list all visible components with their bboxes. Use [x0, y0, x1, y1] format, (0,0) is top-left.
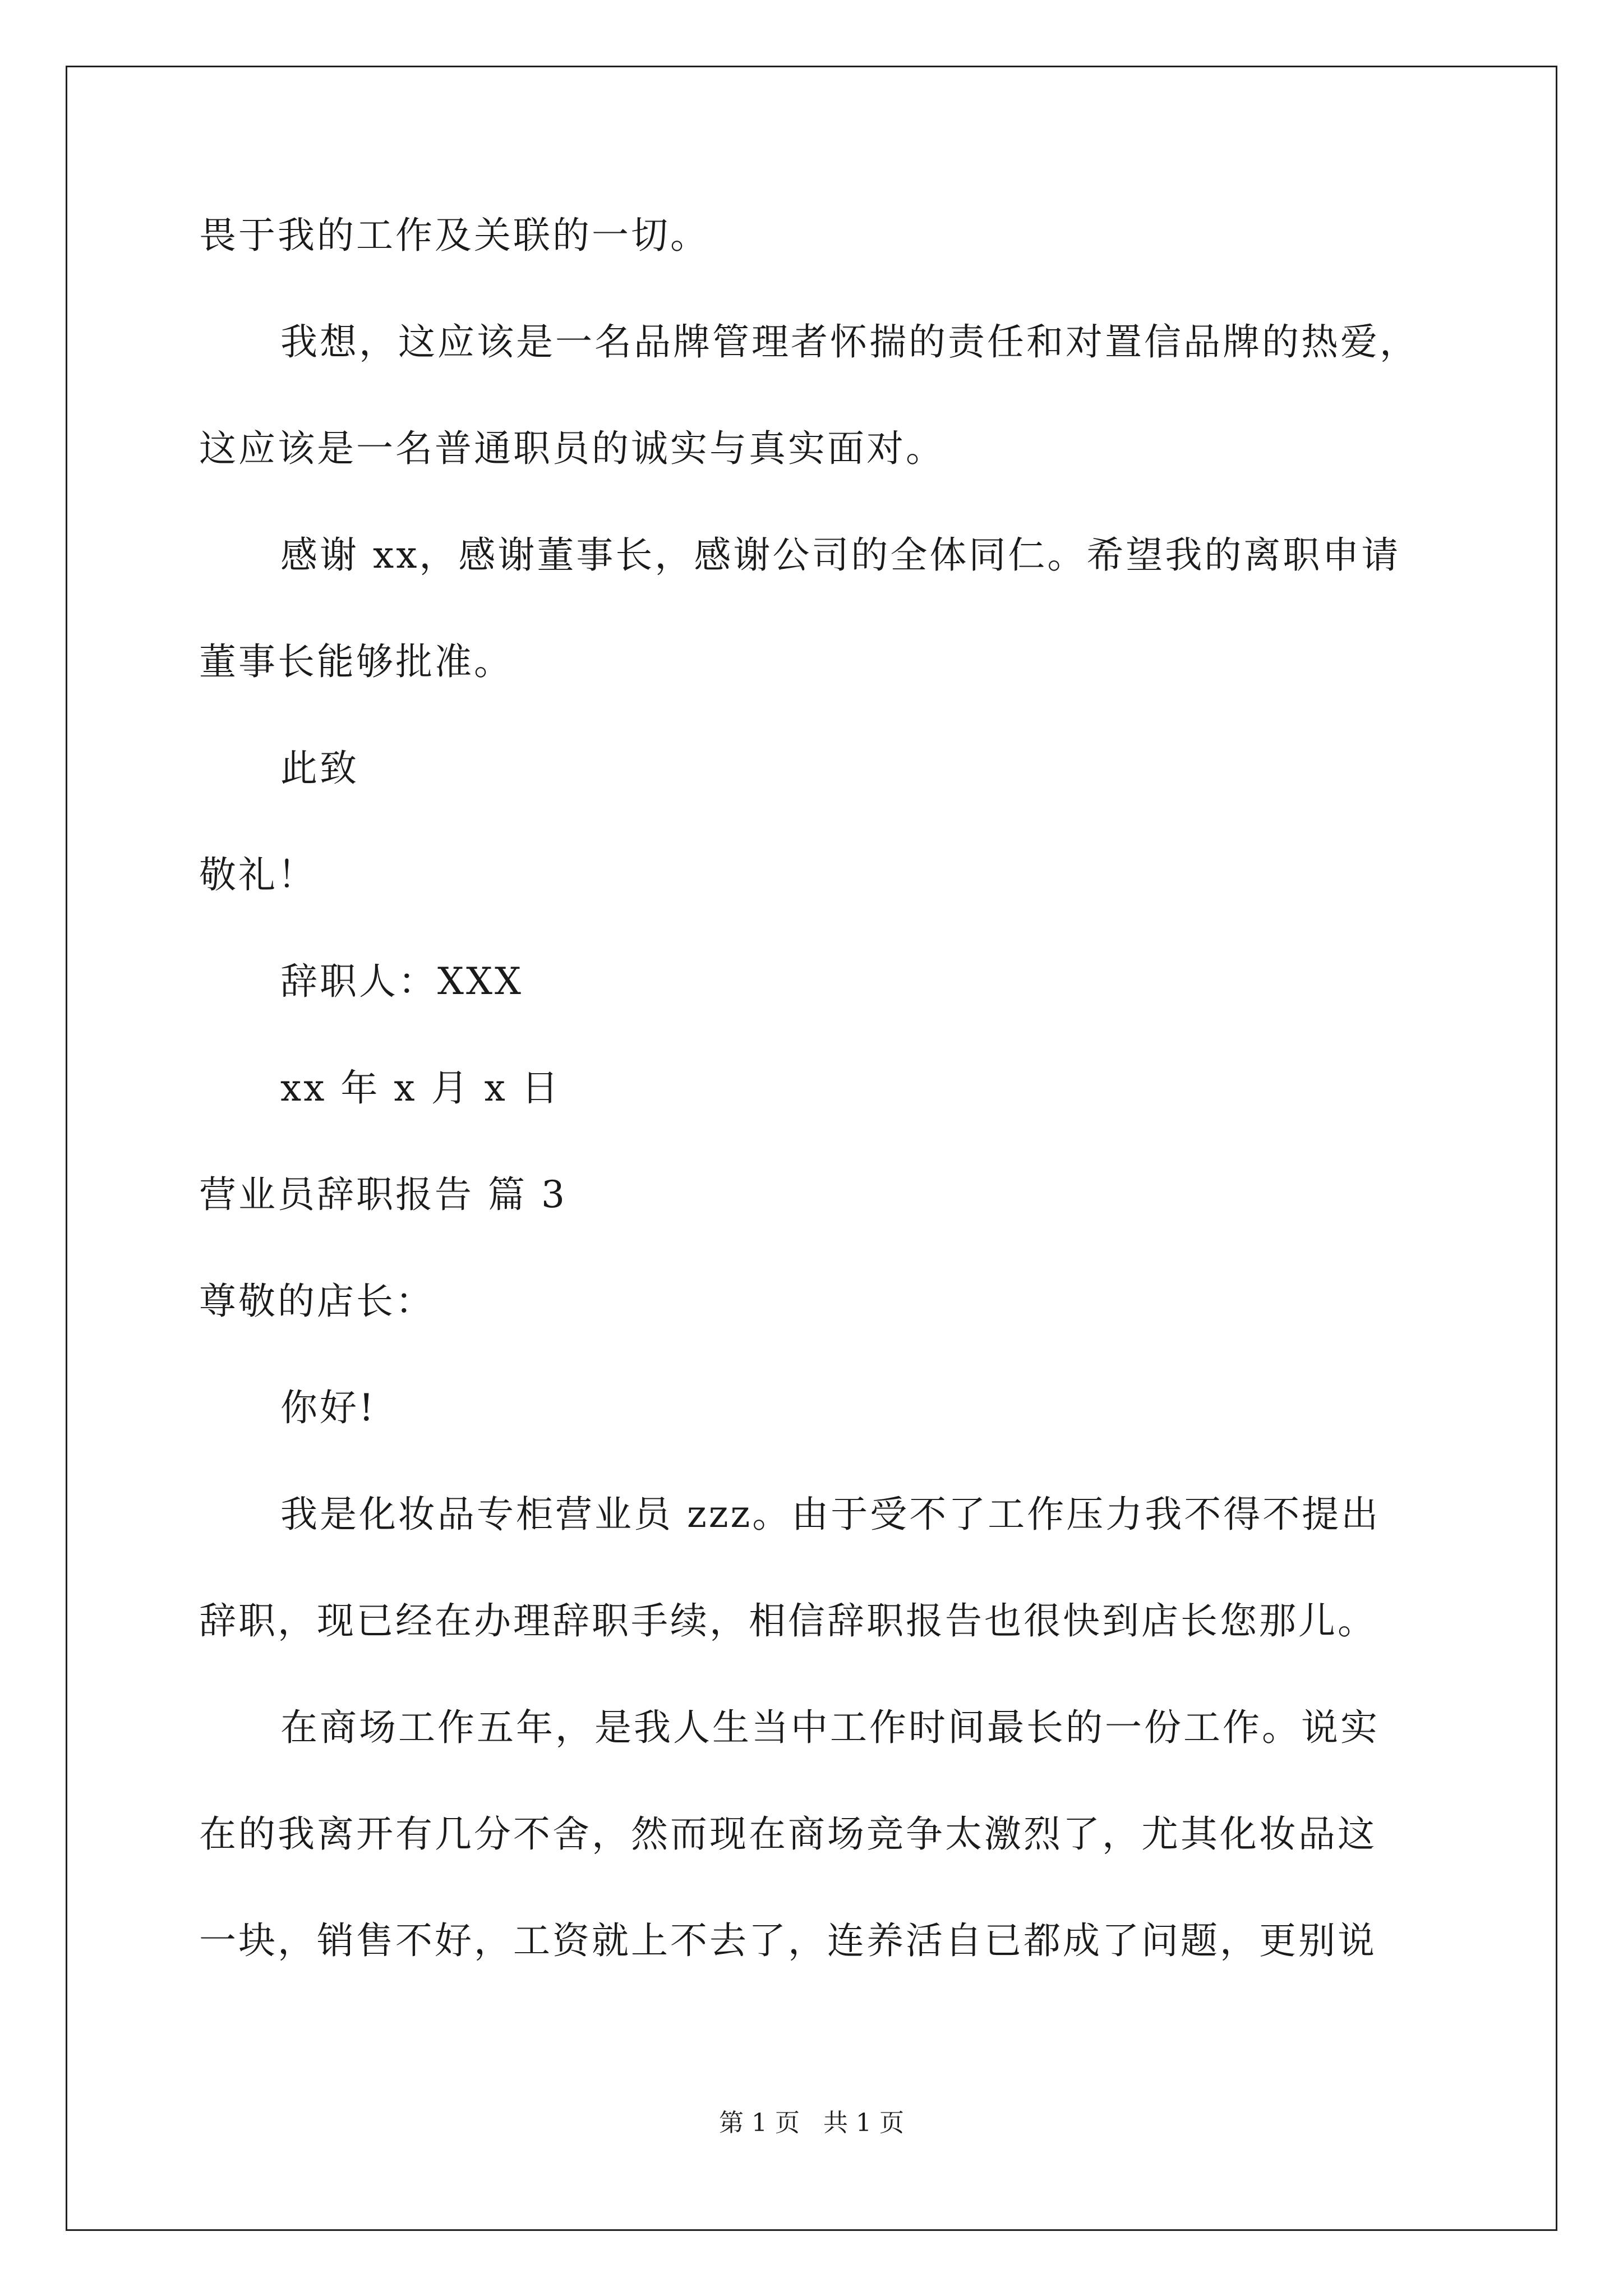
- text-line: 感谢 xx，感谢董事长，感谢公司的全体同仁。希望我的离职申请: [280, 533, 1401, 577]
- text-line: 我是化妆品专柜营业员 zzz。由于受不了工作压力我不得不提出: [280, 1493, 1381, 1536]
- text-line: 在的我离开有几分不舍，然而现在商场竞争太激烈了，尤其化妆品这: [199, 1812, 1377, 1856]
- text-line: 董事长能够批准。: [199, 640, 513, 683]
- text-line: 我想，这应该是一名品牌管理者怀揣的责任和对置信品牌的热爱，: [280, 320, 1419, 364]
- page-border: [66, 66, 1557, 2231]
- date-line: xx 年 x 月 x 日: [280, 1066, 561, 1110]
- text-line: 畏于我的工作及关联的一切。: [199, 214, 709, 257]
- text-line: 一块，销售不好，工资就上不去了，连养活自已都成了问题，更别说: [199, 1919, 1377, 1962]
- closing-respect: 敬礼！: [199, 853, 317, 896]
- text-line: 辞职，现已经在办理辞职手续，相信辞职报告也很快到店长您那儿。: [199, 1599, 1377, 1642]
- text-line: 在商场工作五年，是我人生当中工作时间最长的一份工作。说实: [280, 1706, 1380, 1749]
- text-line: 这应该是一名普通职员的诚实与真实面对。: [199, 427, 945, 470]
- greeting-line: 尊敬的店长：: [199, 1280, 435, 1323]
- page-number-footer: 第 1 页 共 1 页: [719, 2109, 904, 2137]
- signature-line: 辞职人：XXX: [280, 960, 523, 1003]
- closing-salutation: 此致: [280, 747, 359, 790]
- greeting-line: 你好!: [280, 1386, 376, 1429]
- section-heading: 营业员辞职报告 篇 3: [199, 1173, 567, 1216]
